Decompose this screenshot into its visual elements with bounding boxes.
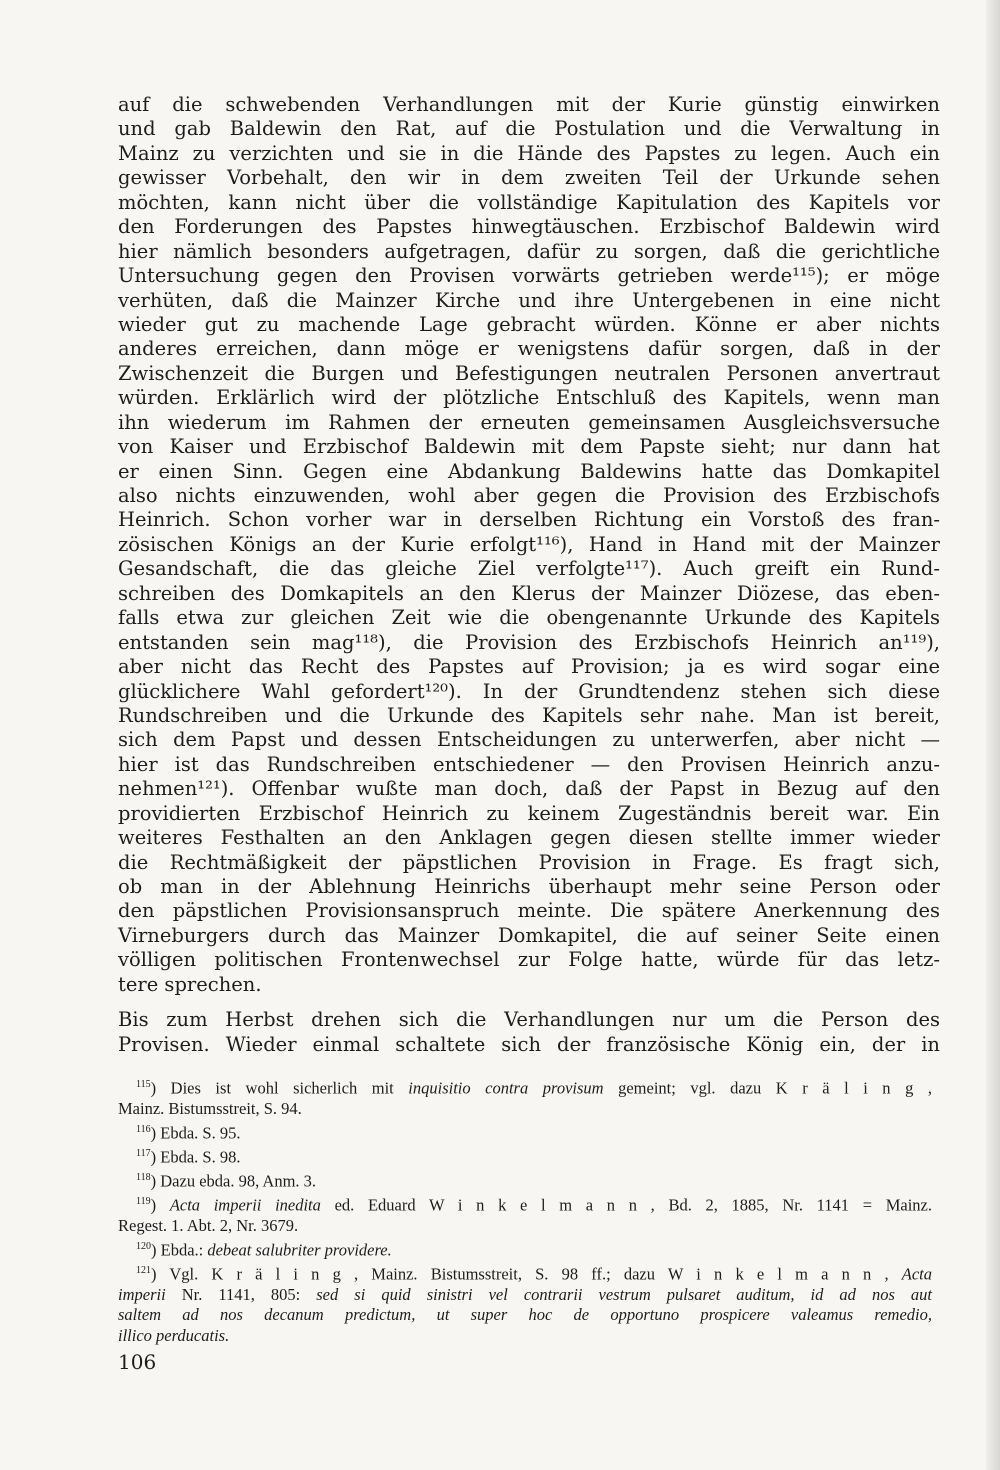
page-edge-shadow — [986, 0, 1000, 1470]
text-line: Zwischenzeit die Burgen und Befestigungen neutralen Personen anvertraut — [118, 361, 940, 385]
body-text — [118, 93, 940, 1057]
text-line: Rundschreiben und die Urkunde des Kapitels sehr nahe. Man ist bereit, — [118, 703, 940, 727]
text-line: glücklichere Wahl gefordert¹²⁰). In der Grundtendenz stehen sich diese — [118, 679, 940, 703]
footnote-number: 115 — [136, 1079, 151, 1090]
footnote-line: illico perducatis. — [118, 1326, 230, 1346]
footnote-line: Regest. 1. Abt. 2, Nr. 3679. — [118, 1216, 299, 1236]
text-line: also nichts einzuwenden, wohl aber gegen die Provision des Erzbischofs — [118, 484, 940, 507]
text-line: schreiben des Domkapitels an den Klerus der Mainzer Diözese, das eben- — [118, 581, 940, 605]
page-number: 106 — [118, 1350, 157, 1374]
footnote — [118, 1192, 932, 1237]
text-line: nehmen¹²¹). Offenbar wußte man doch, daß der Papst in Bezug auf den — [118, 777, 940, 801]
text-line: providierten Erzbischof Heinrich zu keinem Zugeständnis bereit war. Ein — [118, 801, 940, 825]
footnote-line: $^{116}$) Ebda. S. 95. — [136, 1123, 241, 1143]
text-line: den Forderungen des Papstes hinwegtäuschen. Erzbischof Baldewin wird — [118, 215, 940, 239]
text-line: anderes erreichen, dann möge er wenigstens dafür sorgen, daß in der — [118, 337, 940, 361]
text-line: Provisen. Wieder einmal schaltete sich der französische König ein, der in — [118, 1032, 940, 1056]
footnote-line: Mainz. Bistumsstreit, S. 94. — [118, 1099, 302, 1119]
text-line: wieder gut zu machende Lage gebracht würden. Könne er aber nichts — [118, 312, 940, 336]
text-line: Bis zum Herbst drehen sich die Verhandlungen nur um die Person des — [118, 1008, 940, 1032]
text-line: Mainz zu verzichten und sie in die Hände des Papstes zu legen. Auch ein — [118, 141, 940, 165]
footnote-number: 118 — [136, 1171, 151, 1183]
footnote — [118, 1120, 932, 1144]
text-line: die Rechtmäßigkeit der päpstlichen Provision in Frage. Es fragt sich, — [118, 850, 940, 874]
text-line: hier nämlich besonders aufgetragen, dafür zu sorgen, daß die gerichtliche — [118, 239, 940, 263]
footnote-number: 121 — [136, 1264, 151, 1276]
footnote — [118, 1075, 932, 1120]
text-line: Heinrich. Schon vorher war in derselben Richtung ein Vorstoß des fran- — [118, 508, 940, 532]
footnote-line: imperii Nr. 1141, 805: sed si quid sinistri vel contrarii vestrum pulsaret auditum, id ad nos aut — [118, 1284, 932, 1304]
text-line: gewisser Vorbehalt, den wir in dem zweiten Teil der Urkunde sehen — [118, 166, 940, 190]
footnote — [118, 1237, 932, 1261]
text-line: Gesandschaft, die das gleiche Ziel verfolgte¹¹⁷). Auch greift ein Rund- — [118, 557, 940, 581]
footnote-line: $^{120}$) Ebda.: debeat salubriter providere. — [136, 1240, 392, 1260]
footnote — [118, 1144, 932, 1168]
text-line: ihn wiederum im Rahmen der erneuten gemeinsamen Ausgleichsversuche — [118, 410, 940, 434]
text-line: von Kaiser und Erzbischof Baldewin mit dem Papste sieht; nur dann hat — [118, 435, 940, 459]
footnote-line: $^{118}$) Dazu ebda. 98, Anm. 3. — [136, 1171, 317, 1191]
footnote — [118, 1261, 932, 1347]
text-line: auf die schwebenden Verhandlungen mit der Kurie günstig einwirken — [118, 93, 940, 116]
footnote-number: 119 — [136, 1195, 151, 1207]
text-line: hier ist das Rundschreiben entschiedener — den Provisen Heinrich anzu- — [118, 752, 940, 776]
text-line: zösischen Königs an der Kurie erfolgt¹¹⁶), Hand in Hand mit der Mainzer — [118, 532, 940, 556]
footnote-line: saltem ad nos decanum predictum, ut super hoc de opportuno prospicere valeamus remedio, — [118, 1305, 932, 1325]
text-line: würden. Erklärlich wird der plötzliche Entschluß des Kapitels, wenn man — [118, 386, 940, 410]
footnote-line: $^{121}$) Vgl. K r ä l i n g , Mainz. Bistumsstreit, S. 98 ff.; dazu W i n k e l m a n n , Acta — [136, 1264, 932, 1284]
footnote-number: 120 — [136, 1240, 151, 1252]
text-line: und gab Baldewin den Rat, auf die Postulation und die Verwaltung in — [118, 117, 940, 141]
paragraph — [118, 93, 940, 997]
text-line: Untersuchung gegen den Provisen vorwärts getrieben werde¹¹⁵); er möge — [118, 264, 940, 288]
text-line: er einen Sinn. Gegen eine Abdankung Baldewins hatte das Domkapitel — [118, 459, 940, 483]
text-line: ob man in der Ablehnung Heinrichs überhaupt mehr seine Person oder — [118, 875, 940, 898]
text-line: sich dem Papst und dessen Entscheidungen zu unterwerfen, aber nicht — — [118, 728, 940, 752]
text-line: den päpstlichen Provisionsanspruch meinte. Die spätere Anerkennung des — [118, 899, 940, 923]
footnote-number: 117 — [136, 1147, 151, 1159]
footnote-number: 116 — [136, 1123, 151, 1135]
text-line: aber nicht das Recht des Papstes auf Provision; ja es wird sogar eine — [118, 655, 940, 679]
footnote — [118, 1168, 932, 1192]
footnote-line: $^{117}$) Ebda. S. 98. — [136, 1147, 241, 1167]
text-line: falls etwa zur gleichen Zeit wie die obengenannte Urkunde des Kapitels — [118, 606, 940, 630]
text-line: weiteres Festhalten an den Anklagen gegen diesen stellte immer wieder — [118, 826, 940, 850]
text-line: völligen politischen Frontenwechsel zur Folge hatte, würde für das letz- — [118, 948, 940, 972]
footnote-line: $^{115}$) Dies ist wohl sicherlich mit inquisitio contra provisum gemeint; vgl. dazu K r ä l i n g , — [136, 1078, 932, 1098]
footnote-line: $^{119}$) Acta imperii inedita ed. Eduard W i n k e l m a n n , Bd. 2, 1885, Nr. 1141 = Mainz. — [136, 1195, 932, 1215]
text-line: entstanden sein mag¹¹⁸), die Provision des Erzbischofs Heinrich an¹¹⁹), — [118, 630, 940, 654]
text-line: Virneburgers durch das Mainzer Domkapitel, die auf seiner Seite einen — [118, 923, 940, 947]
text-line: möchten, kann nicht über die vollständige Kapitulation des Kapitels vor — [118, 190, 940, 214]
text-line: tere sprechen. — [118, 972, 262, 996]
paragraph — [118, 1008, 940, 1057]
text-line: verhüten, daß die Mainzer Kirche und ihre Untergebenen in eine nicht — [118, 288, 940, 312]
footnotes — [118, 1075, 932, 1347]
